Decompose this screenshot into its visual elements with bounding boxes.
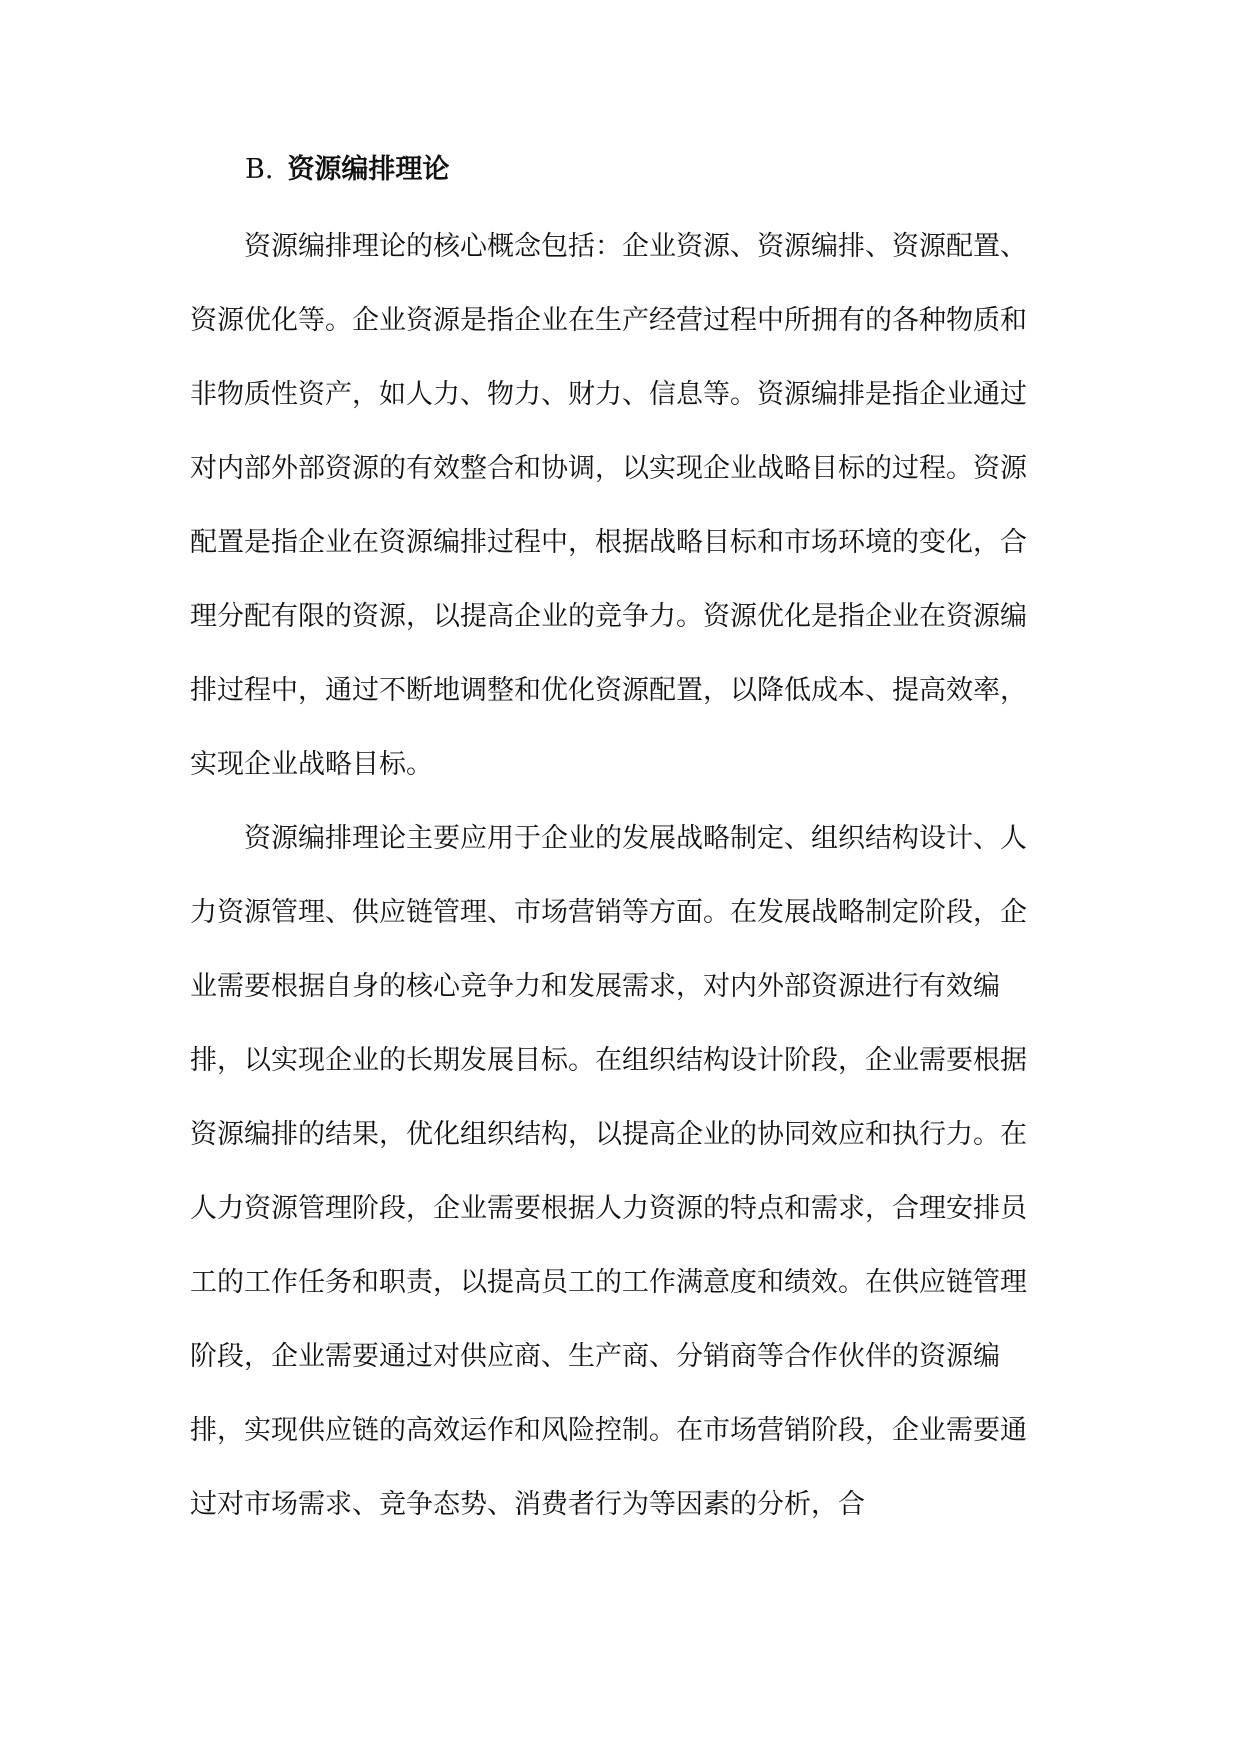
section-title: 资源编排理论 (287, 154, 450, 185)
paragraph-applications: 资源编排理论主要应用于企业的发展战略制定、组织结构设计、人力资源管理、供应链管理、市场营销等方面。在发展战略制定阶段，企业需要根据自身的核心竞争力和发展需求，对内外部资源进行有效编排，以实现企业的长期发展目标。在组织结构设计阶段，企业需要根据资源编排的结果，优化组织结构，以提高企业的协同效应和执行力。在人力资源管理阶段，企业需要根据人力资源的特点和需求，合理安排员工的工作任务和职责，以提高员工的工作满意度和绩效。在供应链管理阶段，企业需要通过对供应商、生产商、分销商等合作伙伴的资源编排，实现供应链的高效运作和风险控制。在市场营销阶段，企业需要通过对市场需求、竞争态势、消费者行为等因素的分析，合 (190, 823, 1027, 1520)
section-heading (245, 150, 449, 190)
section-number: B. (245, 154, 274, 185)
paragraph-core-concepts: 资源编排理论的核心概念包括：企业资源、资源编排、资源配置、资源优化等。企业资源是指企业在生产经营过程中所拥有的各种物质和非物质性资产，如人力、物力、财力、信息等。资源编排是指企业通过对内部外部资源的有效整合和协调，以实现企业战略目标的过程。资源配置是指企业在资源编排过程中，根据战略目标和市场环境的变化，合理分配有限的资源，以提高企业的竞争力。资源优化是指企业在资源编排过程中，通过不断地调整和优化资源配置，以降低成本、提高效率，实现企业战略目标。 (190, 231, 1027, 780)
